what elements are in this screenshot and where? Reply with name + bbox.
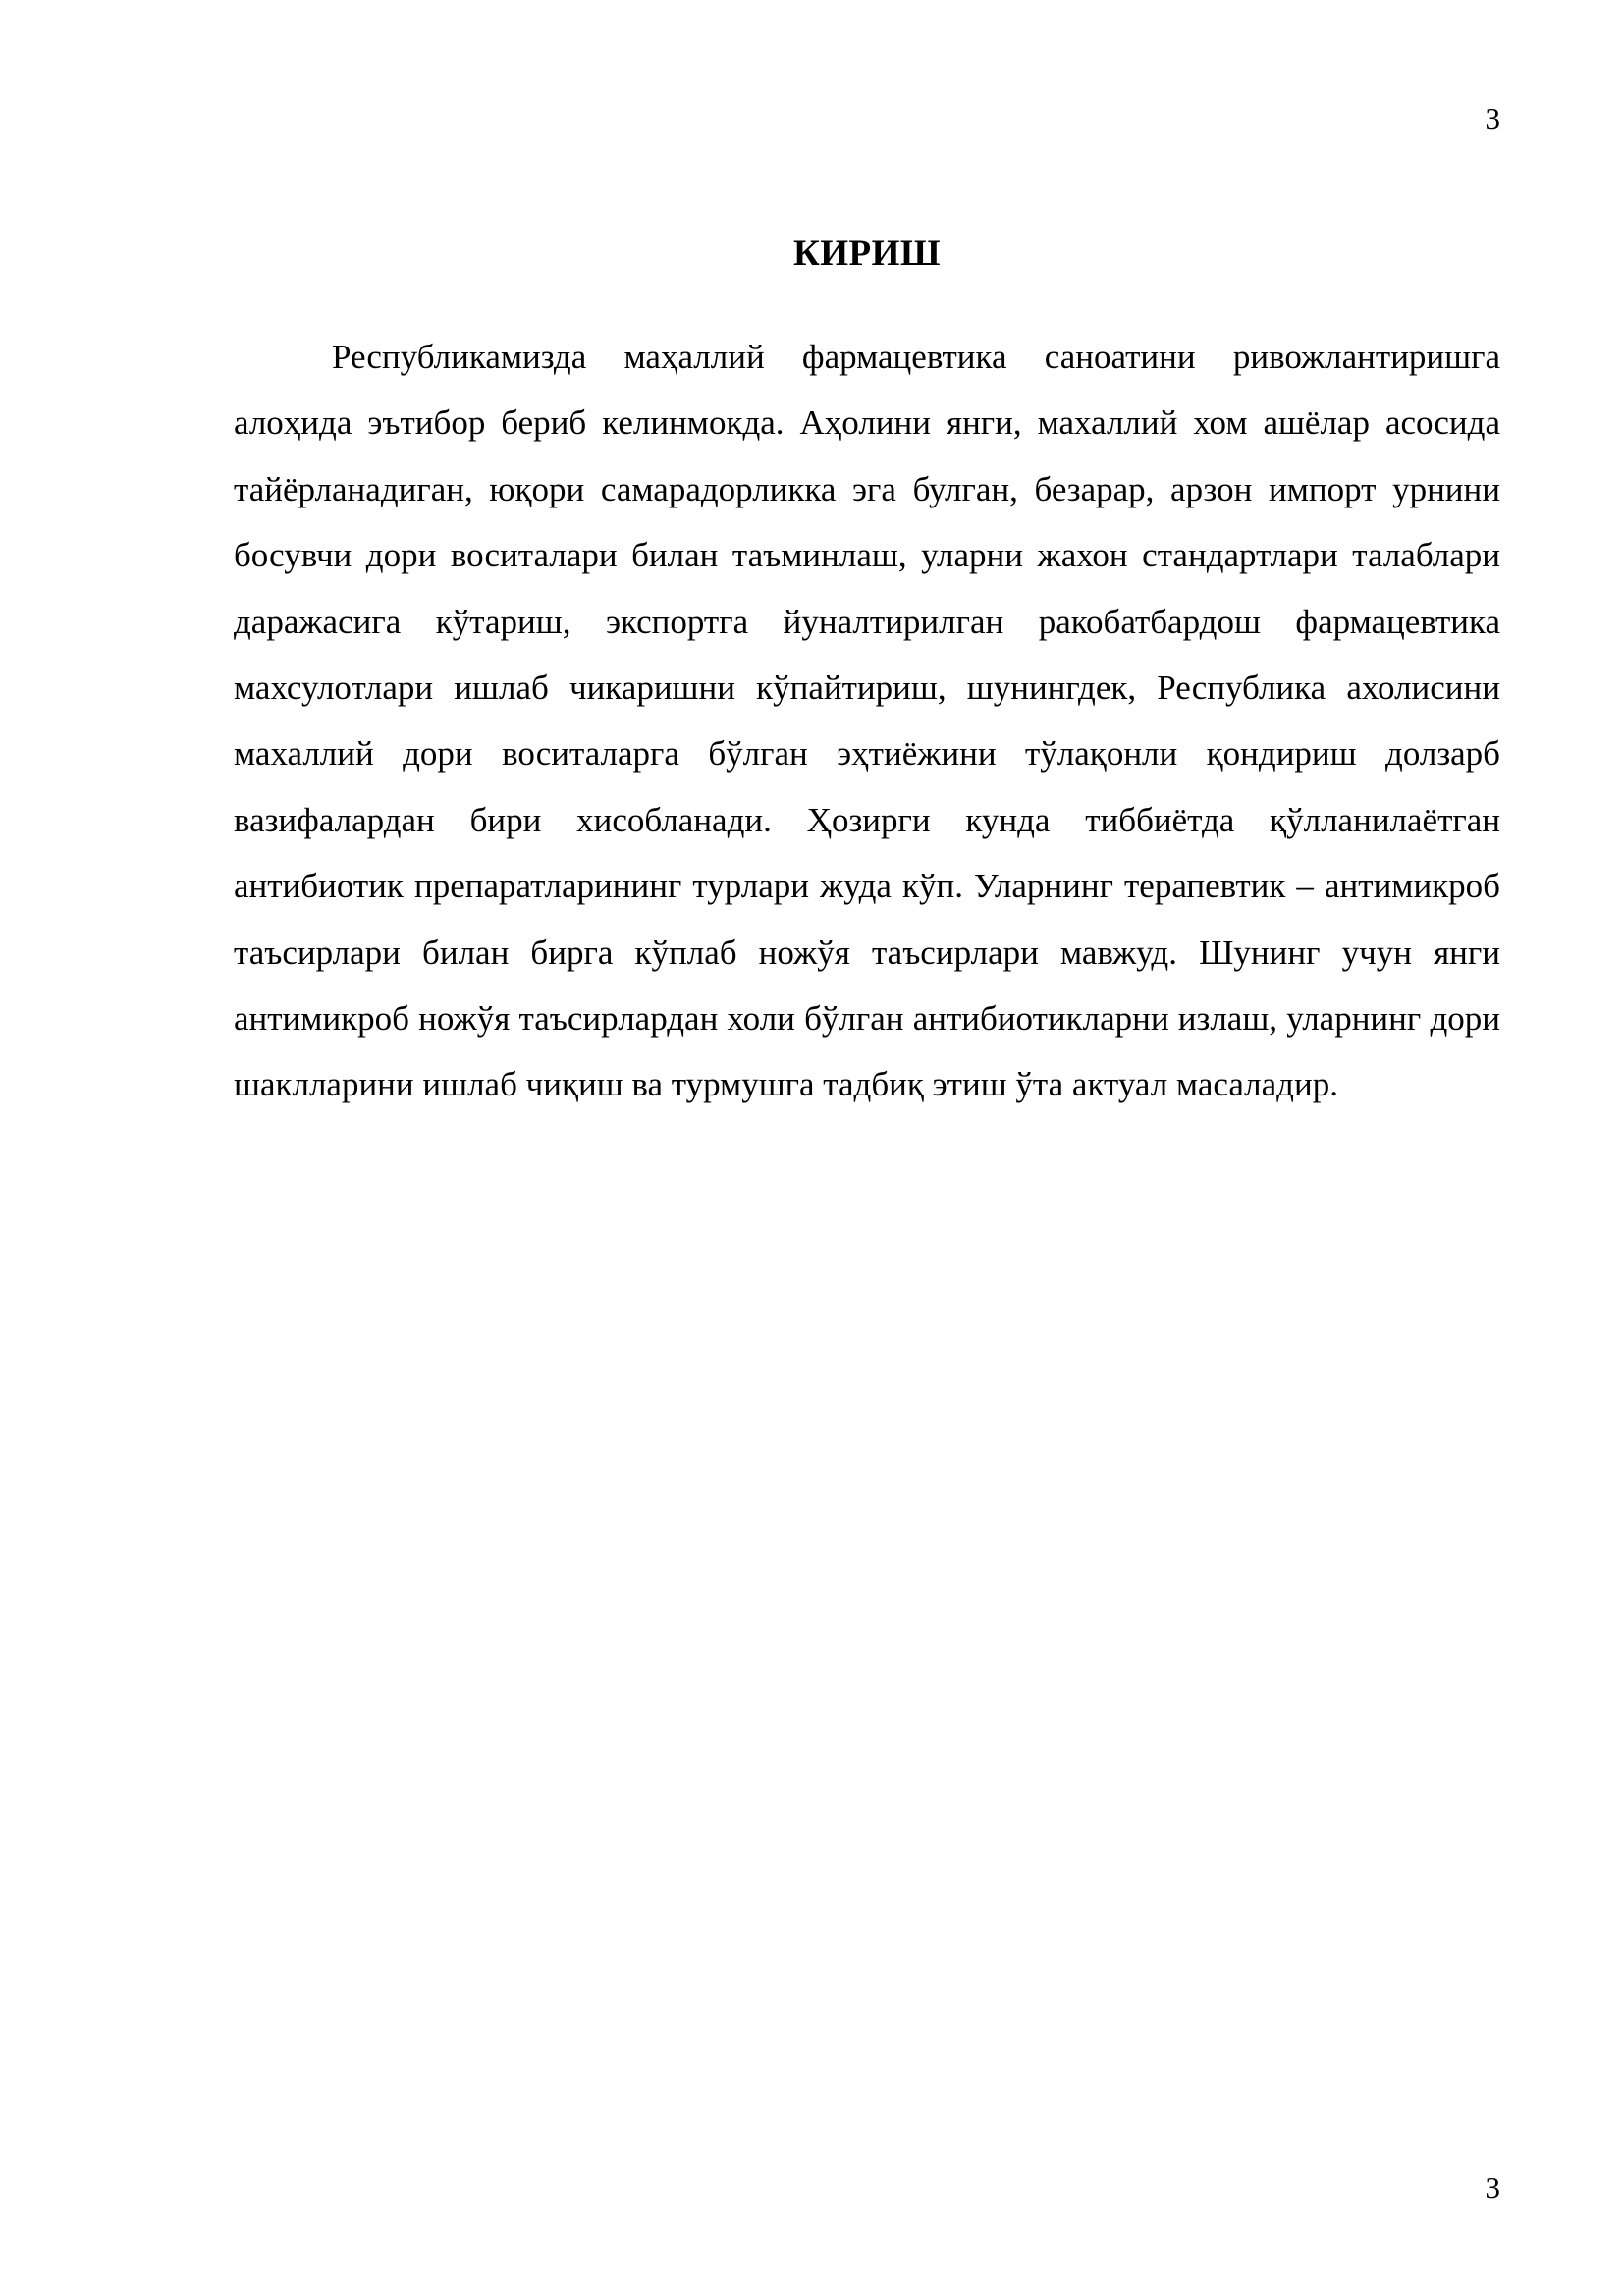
page-number-top: 3 [1485,101,1500,135]
section-heading: КИРИШ [792,234,942,274]
page-number-bottom: 3 [1485,2170,1500,2205]
body-paragraph: Республикамизда маҳаллий фармацевтика саноатини ривожлантиришга алоҳида эътибор бериб келинмокда. Аҳолини янги, махаллий хом ашёлар асосида тайёрланадиган, юқори самарадорликка эга булган, безарар, арзон импорт урнини босувчи дори воситалари билан таъминлаш, уларни жахон стандартлари талаблари даражасига кўтариш, экспортга йуналтирилган ракобатбардош фармацевтика махсулотлари ишлаб чикаришни кўпайтириш, шунингдек, Республика ахолисини махаллий дори воситаларга бўлган эҳтиёжини тўлақонли қондириш долзарб вазифалардан бири хисобланади. Ҳозирги кунда тиббиётда қўлланилаётган антибиотик препаратларининг турлари жуда кўп. Уларнинг терапевтик – антимикроб таъсирлари билан бирга кўплаб ножўя таъсирлари мавжуд. Шунинг учун янги антимикроб ножўя таъсирлардан холи бўлган антибиотикларни излаш, уларнинг дори шаклларини ишлаб чиқиш ва турмушга тадбиқ этиш ўта актуал масаладир. [234,338,1500,1104]
